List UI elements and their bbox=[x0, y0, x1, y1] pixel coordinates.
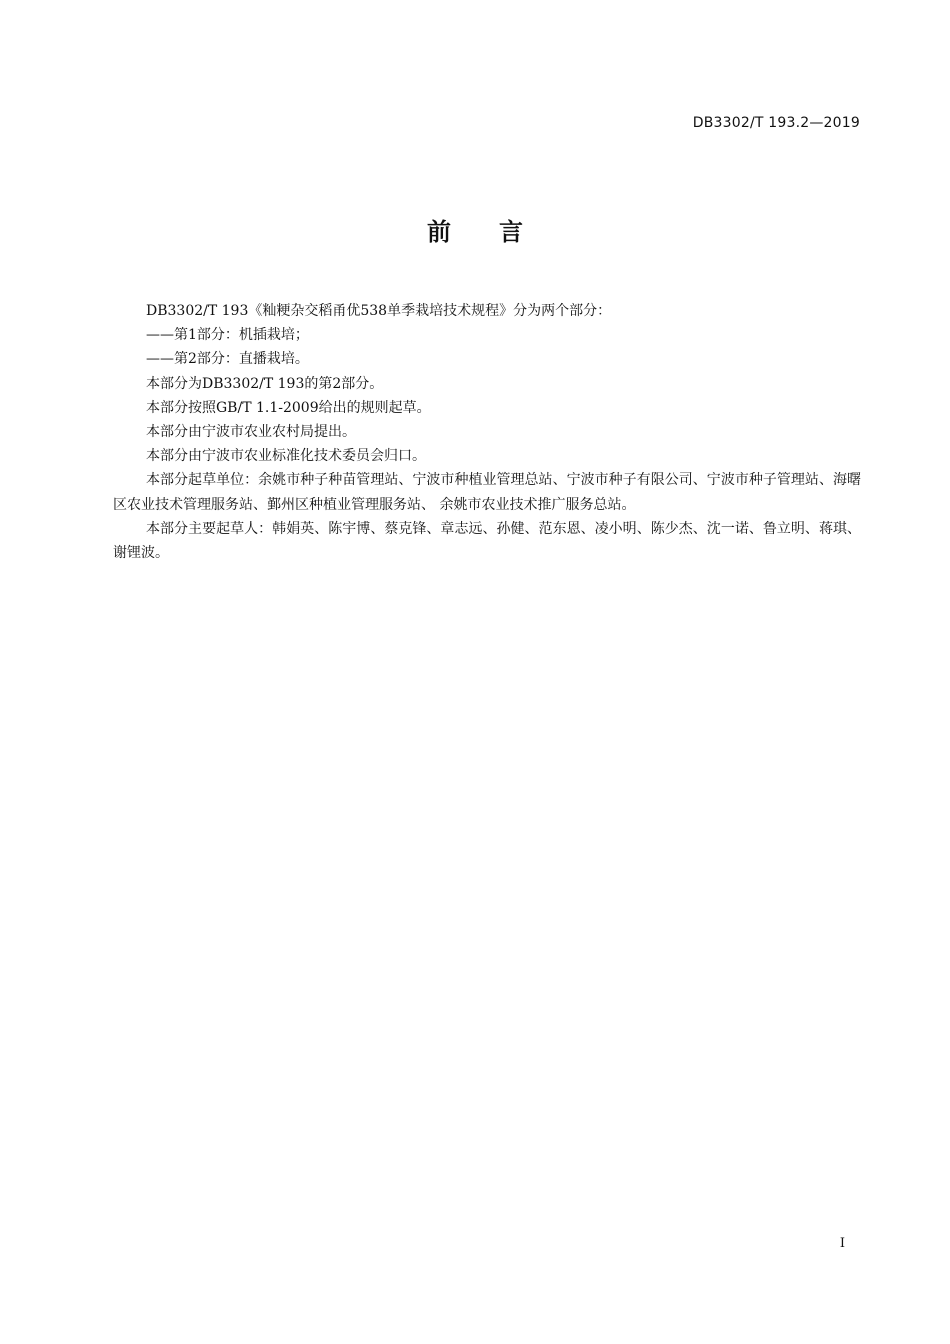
paragraph-centralizer: 本部分由宁波市农业标准化技术委员会归口。 bbox=[146, 448, 426, 465]
page-title: 前言 bbox=[427, 218, 571, 246]
paragraph-part2: ——第2部分：直播栽培。 bbox=[146, 351, 309, 368]
paragraph-drafting-rules: 本部分按照GB/T 1.1-2009给出的规则起草。 bbox=[146, 399, 431, 416]
paragraph-drafters: 本部分主要起草人：韩娟英、陈宇博、蔡克锋、章志远、孙健、范东恩、凌小明、陈少杰、沈一诺、鲁立明、蒋琪、谢锂波。 bbox=[113, 520, 861, 562]
standard-code: DB3302/T 193.2—2019 bbox=[692, 115, 860, 131]
paragraph-proposer: 本部分由宁波市农业农村局提出。 bbox=[146, 424, 356, 441]
paragraph-structure: DB3302/T 193《籼粳杂交稻甬优538单季栽培技术规程》分为两个部分： bbox=[146, 303, 612, 319]
paragraph-drafting-units: 本部分起草单位：余姚市种子种苗管理站、宁波市种植业管理总站、宁波市种子有限公司、宁波市种子管理站、海曙区农业技术管理服务站、鄞州区种植业管理服务站、 余姚市农业技术推广服务总站。 bbox=[113, 472, 861, 513]
paragraph-this-part: 本部分为DB3302/T 193的第2部分。 bbox=[146, 375, 384, 392]
foreword-body bbox=[113, 299, 861, 565]
paragraph-part1: ——第1部分：机插栽培； bbox=[146, 327, 309, 344]
page-number: I bbox=[839, 1236, 845, 1251]
